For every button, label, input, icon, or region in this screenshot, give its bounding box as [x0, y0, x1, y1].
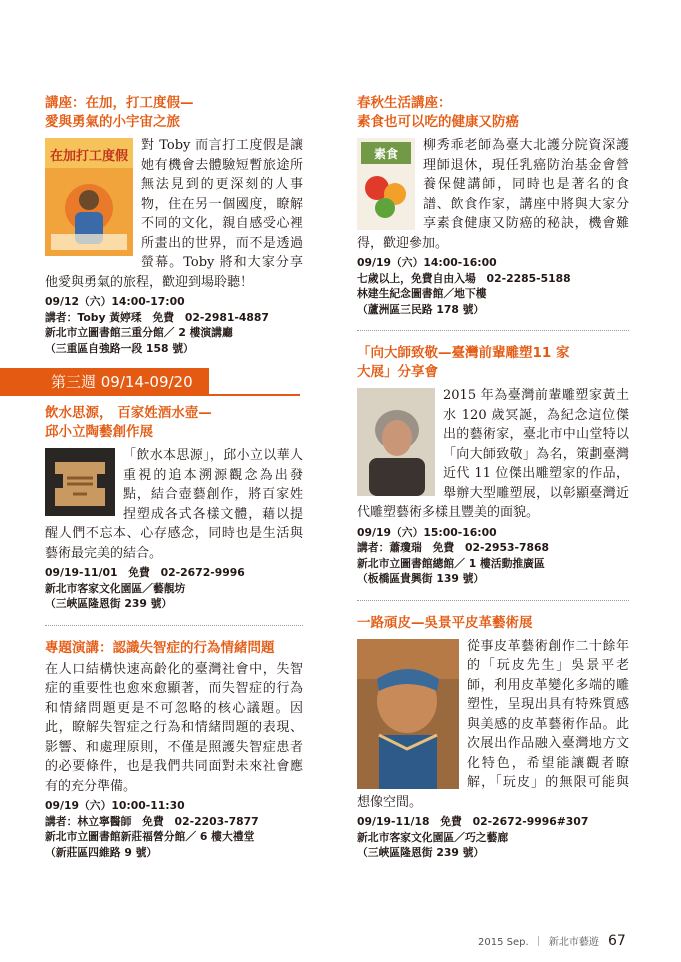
svg-text:素食: 素食: [373, 147, 399, 161]
event-toby: 講座：在加，打工度假— 愛與勇氣的小宇宙之旅 在加打工度假 對 Toby 而言打工度假是讓她有機會去體驗短暫旅途所無法見到的更深刻的人事物，住在另一個國度，瞭解不同的文化，親自感受心裡所畫出的世界，而不是透過螢幕。Toby 將和大家分享他愛與勇氣的旅程，歡迎到場聆聽！ 09/12（六）14:00-17:00 講者：Toby 黃婷瑈 免費 02-2981-4887 新北市立圖書館三重分館／ 2 樓演講廳 （三重區自強路一段 158 號）: [45, 95, 303, 355]
issue-label: 2015 Sep.: [478, 937, 529, 948]
event-leather: 一路頑皮—吳景平皮革藝術展 從事皮革藝術創作二十餘年的「玩皮先生」吳景平老師，利用皮革變化多端的雕塑性，呈現出具有特殊質感與美感的皮革藝術作品。此次展出作品融入臺灣地方文化特色，希望能讓觀者瞭解，「玩皮」的無限可能與想像空間。 09/19-11/18 免費 02-2672-9996#307 新北市客家文化園區／巧之藝廊 （三峽區隆恩街 239 號）: [357, 614, 629, 859]
event-title: 講座：在加，打工度假— 愛與勇氣的小宇宙之旅: [45, 95, 194, 130]
dotted-divider: [357, 600, 629, 601]
magazine-name: 新北市藝遊: [548, 937, 599, 948]
page-footer: 2015 Sep. ｜ 新北市藝遊 67: [478, 933, 626, 949]
dotted-divider: [357, 330, 629, 331]
week-banner: [0, 368, 300, 396]
event-vegetarian: 春秋生活講座： 素食也可以吃的健康又防癌 素食 柳秀乖老師為臺大北護分院資深護理師退休，現任乳癌防治基金會營養保健講師，同時也是著名的食譜、飲食作家，講座中將與大家分享素食健康又防癌的秘訣，機會難得，歡迎參加。 09/19（六）14:00-16:00 七歲以上，免費自由入場 02-2285-5188 林建生紀念圖書館／地下樓 （蘆洲區三民路 178 號）: [357, 95, 629, 316]
book-cover-image: [357, 138, 415, 230]
event-dementia: 專題演講：認識失智症的行為情緒問題 在人口結構快速高齡化的臺灣社會中，失智症的重要性也愈來愈顯著，而失智症的行為和情緒問題更是不可忽略的核心議題。因此，瞭解失智症之行為和情緒問題的表現、影響、和處理原則，不僅是照護失智症患者的必要條件，也是我們共同面對未來社會應有的充分準備。 09/19（六）10:00-11:30 講者：林立寧醫師 免費 02-2203-7877 新北市立圖書館新莊福營分館／ 6 樓大禮堂 （新莊區四維路 9 號）: [45, 639, 303, 859]
event-title: 飲水思源， 百家姓酒水壺— 邱小立陶藝創作展: [45, 405, 212, 440]
week-label: 第三週 09/14-09/20: [47, 368, 209, 396]
event-title: 專題演講：認識失智症的行為情緒問題: [45, 639, 275, 656]
event-title: 一路頑皮—吳景平皮革藝術展: [357, 614, 533, 631]
event-title: 春秋生活講座： 素食也可以吃的健康又防癌: [357, 95, 519, 130]
svg-text:在加打工度假: 在加打工度假: [49, 149, 129, 164]
page-number: 67: [607, 933, 626, 949]
event-title: 「向大師致敬—臺灣前輩雕塑11 家 大展」分享會: [357, 345, 570, 380]
right-column: [357, 94, 629, 861]
pottery-image: [45, 448, 115, 516]
book-cover-image: [45, 138, 133, 256]
event-sculpture: 「向大師致敬—臺灣前輩雕塑11 家 大展」分享會 2015 年為臺灣前輩雕塑家黃土水 120 歲冥誕，為紀念這位傑出的藝術家，臺北市中山堂特以「向大師致敬」為名，策劃臺灣近代 11 位傑出雕塑家的作品，舉辦大型雕塑展，以彰顯臺灣近代雕塑藝術多樣且豐美的面貌。 09/19（六）15:00-16:00 講者：蕭瓊瑞 免費 02-2953-7868 新北市立圖書館總館／ 1 樓活動推廣區 （板橋區貴興街 139 號）: [357, 345, 629, 585]
event-pottery: 飲水思源， 百家姓酒水壺— 邱小立陶藝創作展 「飲水本思源」，邱小立以華人重視的追本溯源觀念為出發點，結合壺藝創作，將百家姓捏塑成各式各樣文體，藉以提醒人們不忘本、心存感念，同時也是生活與藝術最完美的結合。 09/19-11/01 免費 02-2672-9996 新北市客家文化園區／藝靚坊 （三峽區隆恩街 239 號）: [45, 405, 303, 610]
left-column: [45, 94, 303, 860]
dotted-divider: [45, 625, 303, 626]
leather-art-image: [357, 639, 459, 789]
portrait-photo: [357, 388, 435, 496]
